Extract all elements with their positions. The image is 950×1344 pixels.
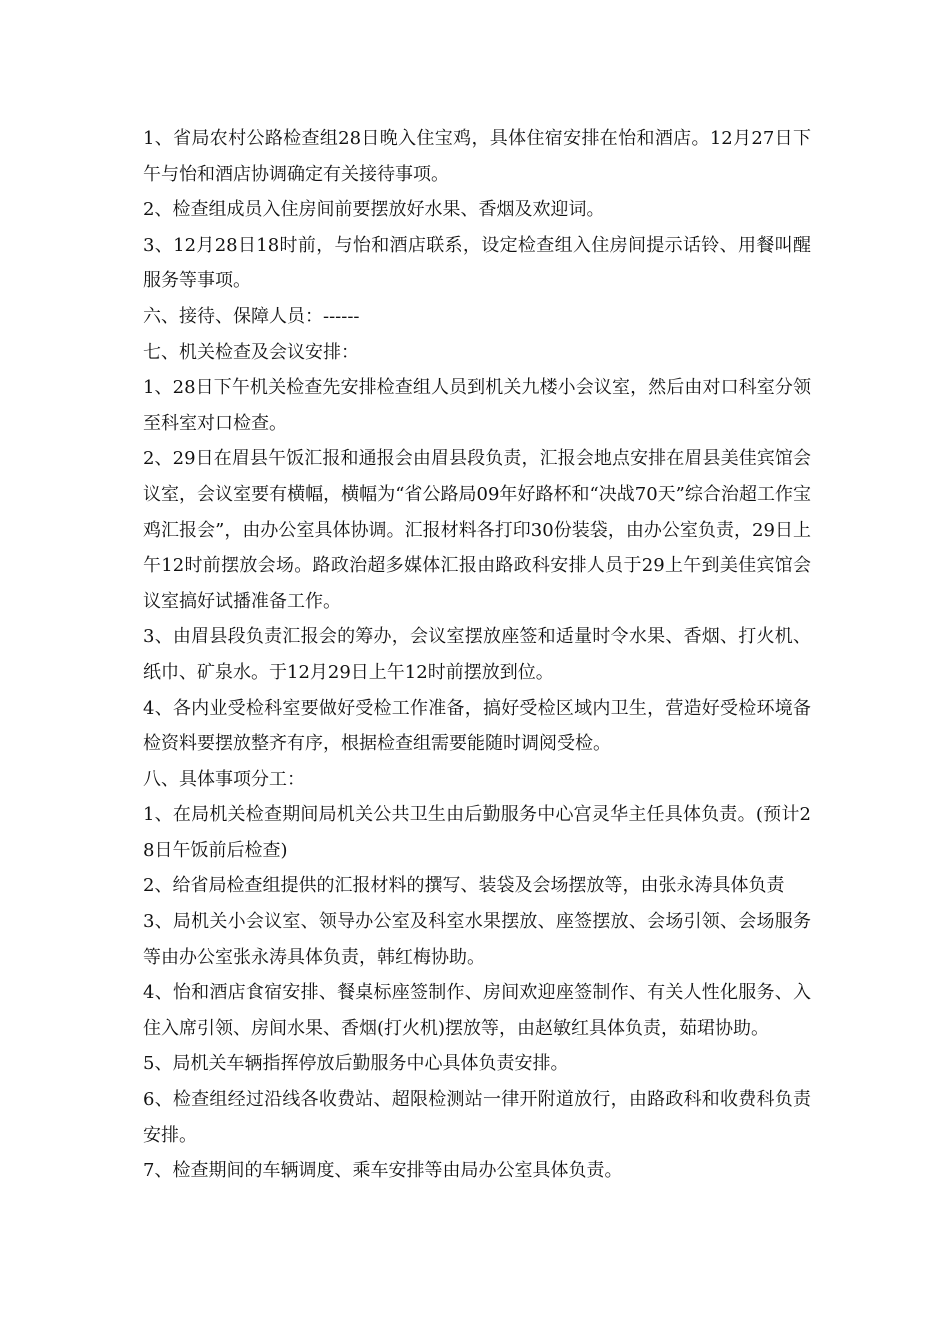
document-body <box>143 121 811 1189</box>
paragraph-lodging: 1、省局农村公路检查组28日晚入住宝鸡，具体住宿安排在怡和酒店。12月27日下午与怡和酒店协调确定有关接待事项。 <box>143 128 811 185</box>
section-heading-staff: 六、接待、保障人员：------ <box>143 305 360 327</box>
paragraph-task-toll: 6、检查组经过沿线各收费站、超限检测站一律开附道放行，由路政科和收费科负责安排。 <box>143 1089 811 1146</box>
paragraph-task-hygiene: 1、在局机关检查期间局机关公共卫生由后勤服务中心宫灵华主任具体负责。(预计28日午饭前后检查) <box>143 804 811 861</box>
paragraph-meeting-prep: 3、由眉县段负责汇报会的筹办，会议室摆放座签和适量时令水果、香烟、打火机、纸巾、矿泉水。于12月29日上午12时前摆放到位。 <box>143 626 811 683</box>
paragraph-task-parking: 5、局机关车辆指挥停放后勤服务中心具体负责安排。 <box>143 1053 569 1075</box>
paragraph-meixian-report: 2、29日在眉县午饭汇报和通报会由眉县段负责，汇报会地点安排在眉县美佳宾馆会议室，会议室要有横幅，横幅为“省公路局09年好路杯和“决战70天”综合治超工作宝鸡汇报会”，由办公室具体协调。汇报材料各打印30份装袋，由办公室负责，29日上午12时前摆放会场。路政治超多媒体汇报由路政科安排人员于29上午到美佳宾馆会议室搞好试播准备工作。 <box>143 448 811 612</box>
paragraph-task-materials: 2、给省局检查组提供的汇报材料的撰写、装袋及会场摆放等，由张永涛具体负责 <box>143 875 785 897</box>
section-heading-task-division: 八、具体事项分工： <box>143 768 305 790</box>
paragraph-office-inspection: 1、28日下午机关检查先安排检查组人员到机关九楼小会议室，然后由对口科室分领至科室对口检查。 <box>143 377 811 434</box>
paragraph-task-hotel: 4、怡和酒店食宿安排、餐桌标座签制作、房间欢迎座签制作、有关人性化服务、入住入席引领、房间水果、香烟(打火机)摆放等，由赵敏红具体负责，茹珺协助。 <box>143 982 811 1039</box>
section-heading-inspection-meeting: 七、机关检查及会议安排： <box>143 341 359 363</box>
paragraph-task-meeting-room: 3、局机关小会议室、领导办公室及科室水果摆放、座签摆放、会场引领、会场服务等由办公室张永涛具体负责，韩红梅协助。 <box>143 911 811 968</box>
paragraph-departments-prep: 4、各内业受检科室要做好受检工作准备，搞好受检区域内卫生，营造好受检环境备检资料要摆放整齐有序，根据检查组需要能随时调阅受检。 <box>143 697 811 755</box>
paragraph-wake-service: 3、12月28日18时前，与怡和酒店联系，设定检查组入住房间提示话铃、用餐叫醒服务等事项。 <box>143 234 811 292</box>
paragraph-task-vehicles: 7、检查期间的车辆调度、乘车安排等由局办公室具体负责。 <box>143 1160 623 1182</box>
paragraph-room-items: 2、检查组成员入住房间前要摆放好水果、香烟及欢迎词。 <box>143 199 605 221</box>
